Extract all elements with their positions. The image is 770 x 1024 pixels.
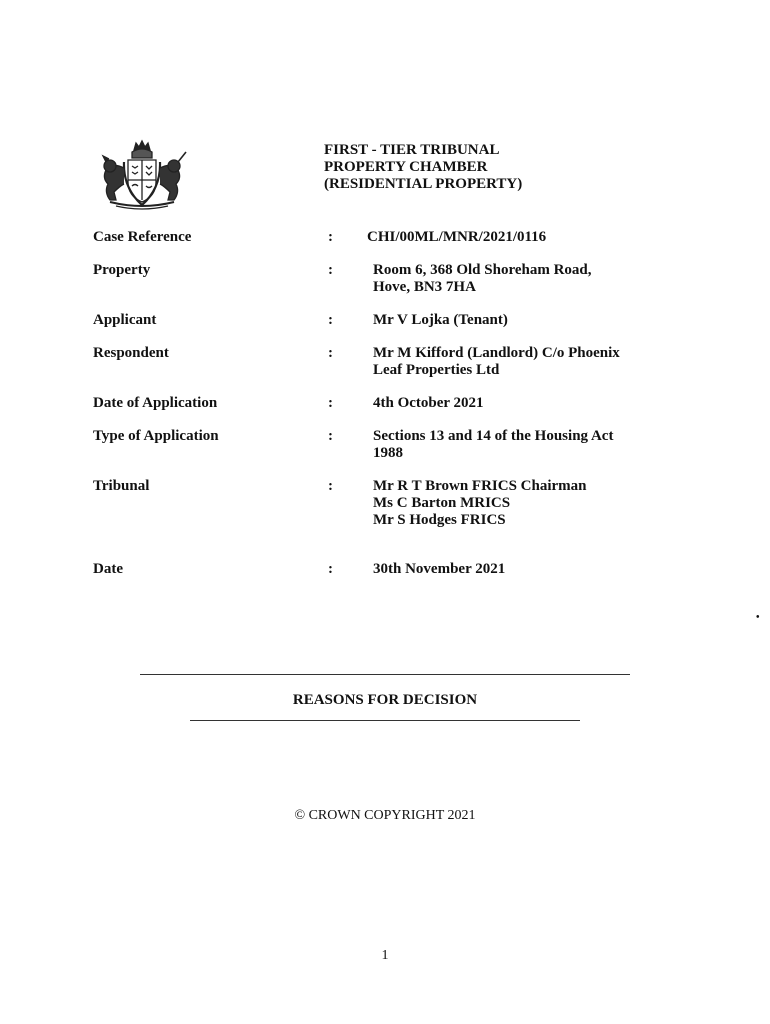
header-line-1: FIRST - TIER TRIBUNAL [324,142,500,158]
date-value-line: 30th November 2021 [373,561,506,577]
respondent-value [373,345,693,379]
date-of-application-label: Date of Application [93,395,218,411]
type-of-application-value-line: 1988 [373,445,403,461]
respondent-label: Respondent [93,345,169,361]
property-value-line: Hove, BN3 7HA [373,279,476,295]
tribunal-label: Tribunal [93,478,150,494]
tribunal-colon: : [328,478,333,494]
header-line-3: (RESIDENTIAL PROPERTY) [324,176,523,192]
applicant-value-line: Mr V Lojka (Tenant) [373,312,508,328]
header-line-2: PROPERTY CHAMBER [324,159,488,175]
tribunal-member: Mr R T Brown FRICS Chairman [373,478,587,494]
property-value [373,262,693,296]
bottom-divider [190,720,580,721]
case-reference-value [367,229,687,246]
stray-mark: • [756,612,760,623]
page-number: 1 [381,948,389,963]
tribunal-value [373,478,693,529]
type-of-application-colon: : [328,428,333,444]
reasons-title: REASONS FOR DECISION [292,692,478,708]
applicant-label: Applicant [93,312,157,328]
property-colon: : [328,262,333,278]
case-reference-value-line: CHI/00ML/MNR/2021/0116 [367,229,547,245]
date-of-application-value [373,395,693,412]
date-label: Date [93,561,123,577]
applicant-value [373,312,693,329]
royal-crest-icon [94,138,190,212]
date-colon: : [328,561,333,577]
top-divider [140,674,630,675]
tribunal-member: Ms C Barton MRICS [373,495,511,511]
respondent-value-line: Mr M Kifford (Landlord) C/o Phoenix [373,345,620,361]
date-of-application-colon: : [328,395,333,411]
case-reference-colon: : [328,229,333,245]
tribunal-member: Mr S Hodges FRICS [373,512,506,528]
applicant-colon: : [328,312,333,328]
type-of-application-value-line: Sections 13 and 14 of the Housing Act [373,428,614,444]
copyright-notice: © CROWN COPYRIGHT 2021 [294,808,476,823]
property-value-line: Room 6, 368 Old Shoreham Road, [373,262,592,278]
type-of-application-value [373,428,693,462]
type-of-application-label: Type of Application [93,428,219,444]
property-label: Property [93,262,151,278]
respondent-colon: : [328,345,333,361]
respondent-value-line: Leaf Properties Ltd [373,362,500,378]
date-of-application-value-line: 4th October 2021 [373,395,484,411]
case-reference-label: Case Reference [93,229,192,245]
tribunal-header [324,142,522,193]
date-value [373,561,693,578]
